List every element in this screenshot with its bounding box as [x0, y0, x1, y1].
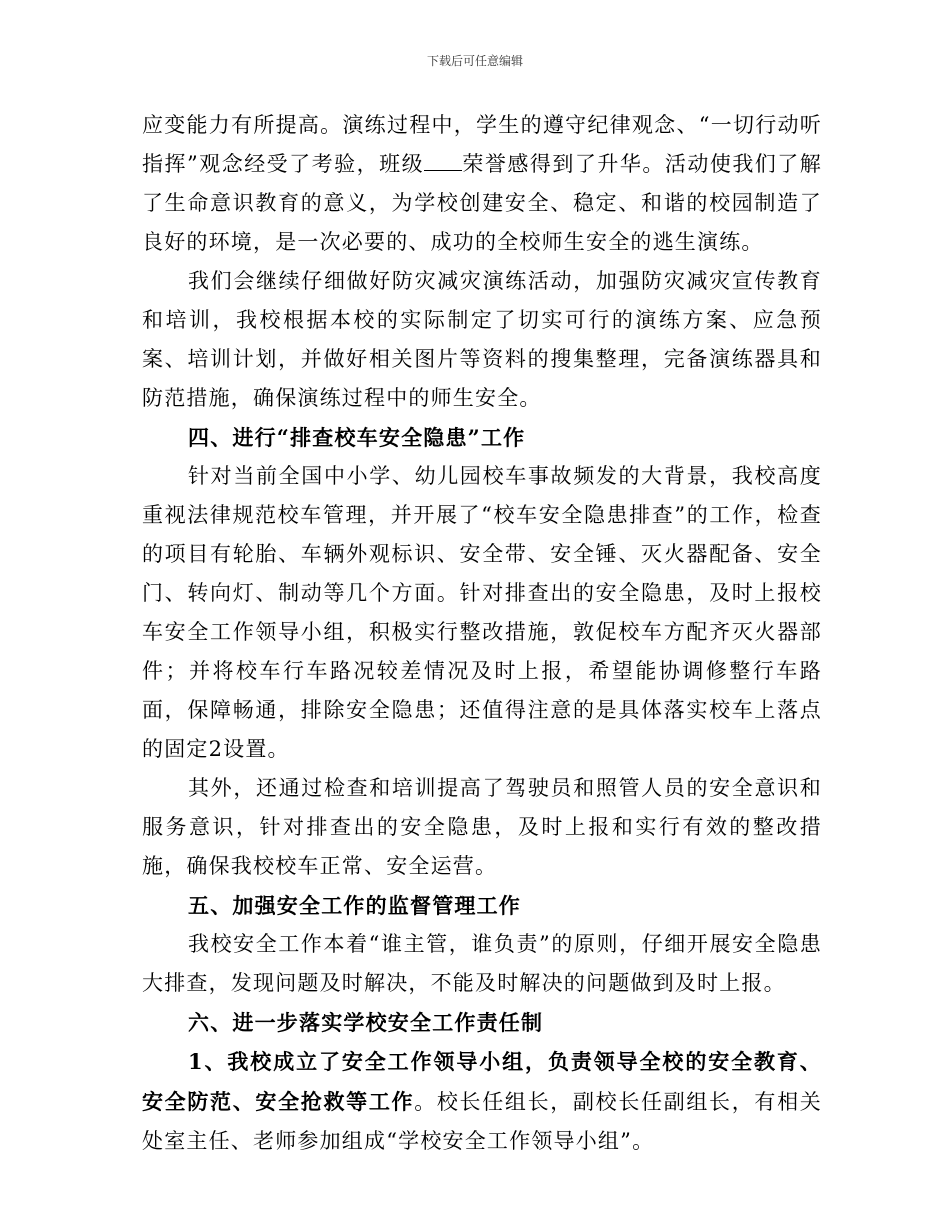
section-heading-6: 六、进一步落实学校安全工作责任制: [188, 1010, 544, 1035]
section-heading-5: 五、加强安全工作的监督管理工作: [188, 893, 521, 918]
fill-in-blank: [424, 152, 462, 171]
paragraph-6-rest: 。校长任组长，副校长任副组长，有相关处室主任、老师参加组成“学校安全工作领导小组”。: [142, 1090, 822, 1153]
paragraph-1-part-a: 应变能力有所提高。演练过程中，学生的遵守纪律观念、“一切行动听指挥”观念经受了考验，班级: [142, 113, 822, 176]
document-body: [142, 106, 822, 1161]
page-header: 下载后可任意编辑: [426, 54, 523, 68]
paragraph-2: 我们会继续仔细做好防灾减灾演练活动，加强防灾减灾宣传教育和培训，我校根据本校的实际制定了切实可行的演练方案、应急预案、培训计划，并做好相关图片等资料的搜集整理，完备演练器具和防范措施，确保演练过程中的师生安全。: [142, 269, 822, 410]
paragraph-4: 其外，还通过检查和培训提高了驾驶员和照管人员的安全意识和服务意识，针对排查出的安全隐患，及时上报和实行有效的整改措施，确保我校校车正常、安全运营。: [142, 776, 822, 878]
paragraph-1-part-b: 荣誉感得到了升华。活动使我们了解了生命意识教育的意义，为学校创建安全、稳定、和谐的校园制造了良好的环境，是一次必要的、成功的全校师生安全的逃生演练。: [142, 152, 822, 254]
paragraph-6: [142, 1042, 822, 1161]
paragraph-1: [142, 106, 822, 262]
paragraph-3: 针对当前全国中小学、幼儿园校车事故频发的大背景，我校高度重视法律规范校车管理，并开展了“校车安全隐患排查”的工作，检查的项目有轮胎、车辆外观标识、安全带、安全锤、灭火器配备、安全门、转向灯、制动等几个方面。针对排查出的安全隐患，及时上报校车安全工作领导小组，积极实行整改措施，敦促校车方配齐灭火器部件；并将校车行车路况较差情况及时上报，希望能协调修整行车路面，保障畅通，排除安全隐患；还值得注意的是具体落实校车上落点的固定2设置。: [142, 464, 822, 761]
section-heading-4: 四、进行“排查校车安全隐患”工作: [188, 425, 526, 450]
paragraph-6-bold: 1、我校成立了安全工作领导小组，负责领导全校的安全教育、安全防范、安全抢救等工作: [142, 1049, 822, 1114]
paragraph-5: 我校安全工作本着“谁主管，谁负责”的原则，仔细开展安全隐患大排查，发现问题及时解决，不能及时解决的问题做到及时上报。: [142, 932, 822, 995]
